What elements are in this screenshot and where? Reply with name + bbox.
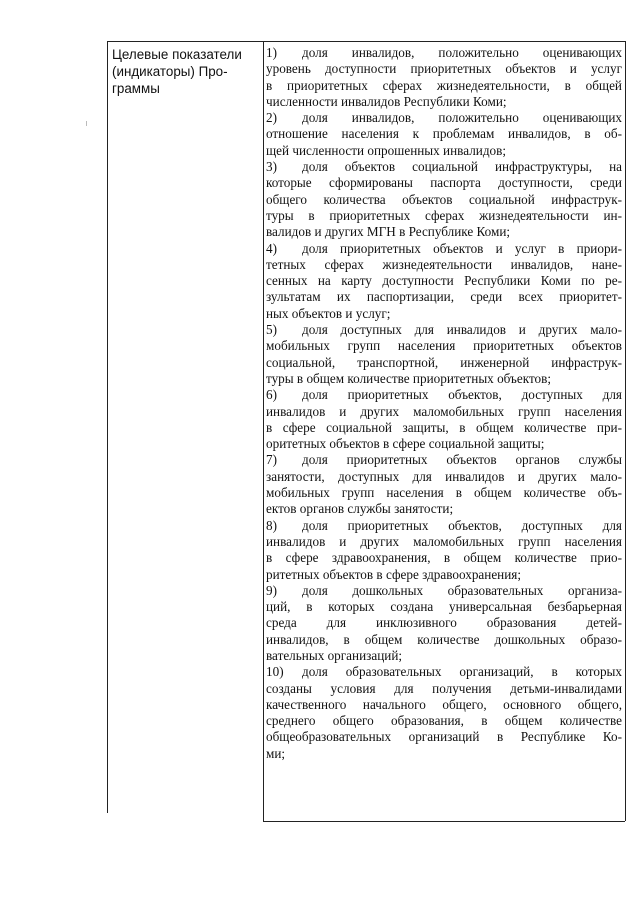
indicator-line [266,550,622,566]
indicator-number: 3) [266,159,277,175]
indicator-text: качественного начального общего, основного общего, [266,696,622,712]
indicator-line [266,224,622,240]
indicator-text: инвалидов, в общем количестве дошкольных образо- [266,631,622,647]
indicator-text: доля приоритетных объектов и услуг в приори- [302,240,622,256]
indicator-line [266,583,622,599]
indicator-text: доля приоритетных объектов, доступных для [302,517,622,533]
indicator-line [266,485,622,501]
table-right-border [625,41,626,821]
heading-line: Целевые показатели [112,47,242,62]
indicator-text: общего количества объектов социальной инфраструк- [266,191,622,207]
indicator-text: среднего общего образования, в общем количестве [266,713,622,729]
indicator-text: мобильных групп населения в общем количестве объ- [266,485,622,501]
indicator-line [266,567,622,583]
indicator-text: вательных организаций; [266,647,403,663]
indicator-item [266,518,622,583]
indicator-item [266,664,622,762]
indicator-text: сенных на карту доступности Республики Коми по ре- [266,273,622,289]
table-top-border [107,41,626,42]
indicator-text: доля дошкольных образовательных организа- [302,582,622,598]
indicator-line [266,306,622,322]
indicator-line [266,110,622,126]
indicator-line [266,241,622,257]
indicator-line [266,45,622,61]
indicator-text: в сфере социальной защиты, в общем количестве при- [266,419,622,435]
indicator-text: социальной, транспортной, инженерной инфраструк- [266,354,622,370]
table-column-divider [263,41,264,821]
indicator-text: уровень доступности приоритетных объектов и услуг [266,61,622,77]
indicator-line [266,729,622,745]
indicator-line [266,681,622,697]
indicator-text: численности инвалидов Республики Коми; [266,93,507,109]
indicator-line [266,94,622,110]
indicator-number: 5) [266,322,277,338]
indicator-text: созданы условия для получения детьми-инвалидами [266,680,622,696]
indicator-line [266,126,622,142]
indicator-text: оритетных объектов в сфере социальной защиты; [266,436,545,452]
indicator-line [266,78,622,94]
indicator-text: доля объектов социальной инфраструктуры, на [302,159,622,175]
indicator-text: туры в общем количестве приоритетных объектов; [266,370,552,386]
indicator-text: валидов и других МГН в Республике Коми; [266,224,511,240]
indicator-text: общеобразовательных организаций в Республике Ко- [266,729,622,745]
indicator-text: доля инвалидов, положительно оценивающих [302,110,622,126]
indicator-text: отношение населения к проблемам инвалидов, в об- [266,126,622,142]
indicator-text: мобильных групп населения приоритетных объектов [266,338,622,354]
indicator-text: в сфере здравоохранения, в общем количестве прио- [266,550,622,566]
indicator-item [266,452,622,517]
table-left-border [107,41,108,813]
indicator-line [266,632,622,648]
indicator-number: 1) [266,45,277,60]
indicator-text: среда для инклюзивного образования детей- [266,615,622,631]
indicator-line [266,192,622,208]
indicator-text: доля инвалидов, положительно оценивающих [302,45,622,60]
table-bottom-border [263,821,625,822]
indicator-line [266,746,622,762]
indicator-line [266,664,622,680]
indicator-line [266,61,622,77]
indicator-text: туры в приоритетных сферах жизнедеятельности ин- [266,207,622,223]
indicator-item [266,159,622,240]
margin-mark [86,121,87,126]
indicator-line [266,615,622,631]
indicator-number: 8) [266,517,277,533]
indicator-number: 4) [266,240,277,256]
indicator-text: доля приоритетных объектов, доступных для [302,387,622,403]
indicator-line [266,599,622,615]
indicator-line [266,697,622,713]
indicator-line [266,534,622,550]
indicator-item [266,45,622,110]
indicator-number: 6) [266,387,277,403]
indicator-text: зультатам их паспортизации, среди всех приоритет- [266,289,622,305]
indicator-item [266,583,622,664]
indicator-line [266,338,622,354]
indicator-line [266,289,622,305]
indicator-text: ми; [266,745,286,761]
indicator-number: 2) [266,110,277,126]
indicator-line [266,420,622,436]
heading-line: граммы [112,81,160,96]
indicator-text: в приоритетных сферах жизнедеятельности, в общей [266,77,622,93]
indicator-text: доля образовательных организаций, в которых [302,664,622,680]
indicator-line [266,355,622,371]
indicator-line [266,208,622,224]
indicator-line [266,469,622,485]
indicator-text: ций, в которых создана универсальная безбарьерная [266,599,622,615]
indicator-line [266,436,622,452]
indicator-line [266,387,622,403]
indicators-heading-cell [112,46,258,97]
indicator-text: которые сформированы паспорта доступности, среди [266,175,622,191]
indicator-line [266,143,622,159]
indicator-line [266,452,622,468]
indicator-line [266,648,622,664]
indicator-line [266,371,622,387]
indicators-list-cell [266,45,622,762]
indicator-text: инвалидов и других маломобильных групп населения [266,403,622,419]
indicator-number: 7) [266,452,277,468]
indicator-item [266,322,622,387]
indicator-line [266,713,622,729]
indicator-line [266,257,622,273]
indicator-text: ных объектов и услуг; [266,305,391,321]
indicator-line [266,159,622,175]
indicator-item [266,110,622,159]
indicator-line [266,404,622,420]
indicator-text: ектов органов службы занятости; [266,501,454,517]
indicator-text: инвалидов и других маломобильных групп населения [266,533,622,549]
indicator-text: тетных сферах жизнедеятельности инвалидов, нане- [266,256,622,272]
indicator-text: ритетных объектов в сфере здравоохранения; [266,566,522,582]
indicator-line [266,518,622,534]
heading-line: (индикаторы) Про- [112,64,228,79]
indicator-line [266,322,622,338]
indicator-number: 9) [266,582,277,598]
indicator-line [266,273,622,289]
indicator-line [266,501,622,517]
indicator-text: доля приоритетных объектов органов службы [302,452,622,468]
indicator-number: 10) [266,664,284,680]
indicator-text: занятости, доступных для инвалидов и других мало- [266,468,622,484]
indicator-line [266,175,622,191]
indicator-item [266,387,622,452]
indicator-text: щей численности опрошенных инвалидов; [266,142,507,158]
indicator-item [266,241,622,322]
indicator-text: доля доступных для инвалидов и других мало- [302,322,622,338]
